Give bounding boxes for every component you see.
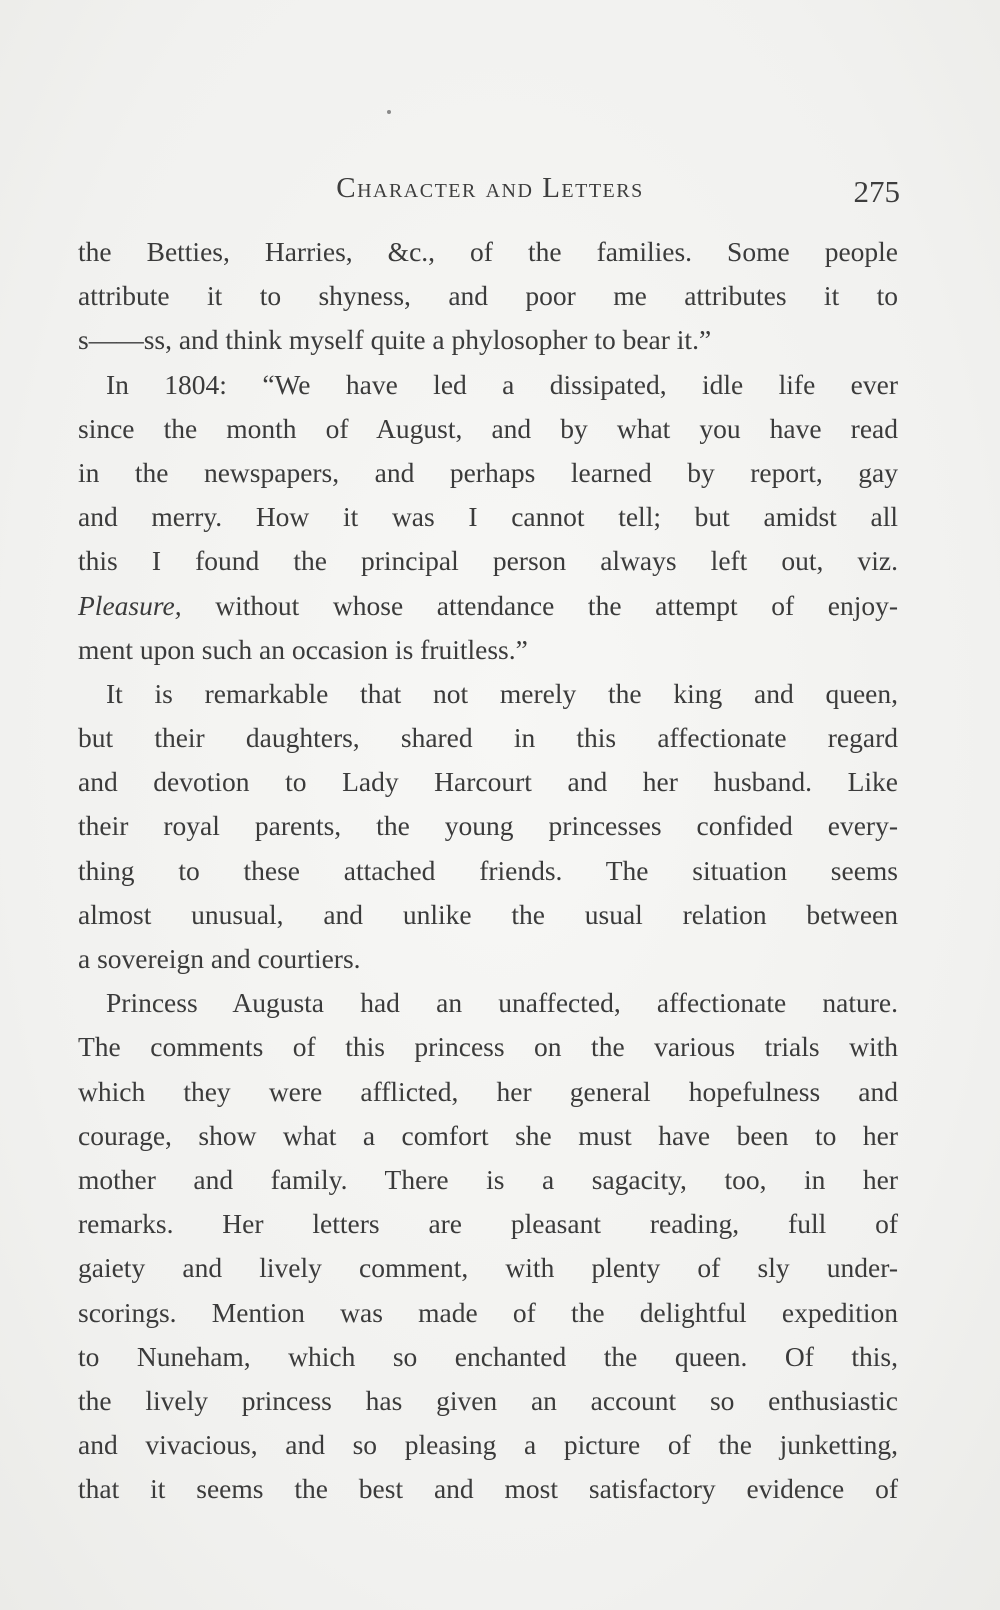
text-line: thing to these attached friends. The situation seems — [78, 854, 898, 886]
text-line: the Betties, Harries, &c., of the families. Some people — [78, 236, 898, 267]
text-line: the lively princess has given an account so enthusiastic — [78, 1384, 898, 1416]
text-line: gaiety and lively comment, with plenty of sly under- — [78, 1252, 898, 1284]
text-line: almost unusual, and unlike the usual relation between — [78, 898, 898, 930]
paper-speck — [387, 110, 391, 114]
text-line: It is remarkable that not merely the king and queen, — [106, 677, 898, 709]
text-line: and vivacious, and so pleasing a picture of the junketting, — [78, 1429, 898, 1461]
text-line: and merry. How it was I cannot tell; but amidst all — [78, 501, 898, 533]
text-line-with-italic — [78, 584, 898, 628]
text-line: remarks. Her letters are pleasant reading, full of — [78, 1208, 898, 1240]
running-head — [80, 172, 900, 212]
text-line: attribute it to shyness, and poor me attributes it to — [78, 280, 898, 312]
text-line: since the month of August, and by what you have read — [78, 412, 898, 444]
text-line: ment upon such an occasion is fruitless.” — [78, 633, 528, 665]
page-number: 275 — [853, 174, 900, 209]
text-line: The comments of this princess on the various trials with — [78, 1031, 898, 1063]
text-line: but their daughters, shared in this affectionate regard — [78, 722, 898, 754]
text-line: in the newspapers, and perhaps learned by report, gay — [78, 456, 898, 488]
text-line: this I found the principal person always left out, viz. — [78, 545, 898, 577]
text-line: mother and family. There is a sagacity, too, in her — [78, 1163, 898, 1195]
text-line: to Nuneham, which so enchanted the queen. Of this, — [78, 1340, 898, 1372]
text-line: and devotion to Lady Harcourt and her husband. Like — [78, 766, 898, 798]
text-line: Princess Augusta had an unaffected, affectionate nature. — [106, 987, 898, 1019]
text-line: scorings. Mention was made of the delightful expedition — [78, 1296, 898, 1328]
text-line: In 1804: “We have led a dissipated, idle life ever — [106, 368, 898, 400]
text-line: which they were afflicted, her general hopefulness and — [78, 1075, 898, 1107]
text-line: courage, show what a comfort she must have been to her — [78, 1119, 898, 1151]
text-line: that it seems the best and most satisfactory evidence of — [78, 1473, 898, 1505]
running-title: Character and Letters — [336, 172, 644, 204]
text-line-rest: without whose attendance the attempt of enjoy- — [215, 589, 899, 621]
text-line: a sovereign and courtiers. — [78, 943, 361, 974]
body-text — [78, 230, 898, 1511]
text-line: s——ss, and think myself quite a phylosopher to bear it.” — [78, 324, 712, 356]
italic-word: Pleasure, — [78, 589, 182, 621]
text-line: their royal parents, the young princesses confided every- — [78, 810, 898, 842]
